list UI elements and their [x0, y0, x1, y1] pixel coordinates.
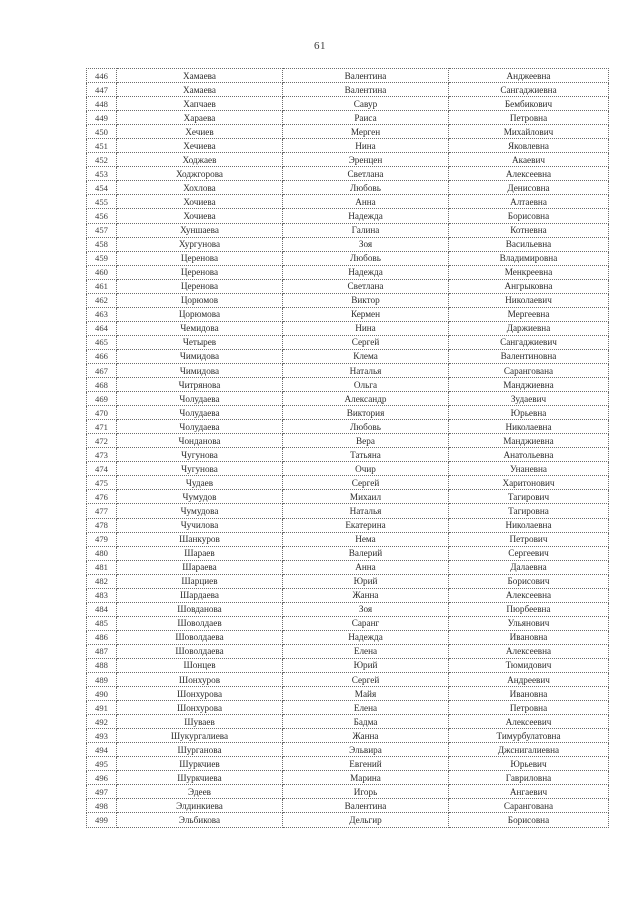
patronymic-cell: Сангаджиевна — [449, 83, 609, 97]
patronymic-cell: Петровна — [449, 701, 609, 715]
patronymic-cell: Мергеевна — [449, 307, 609, 321]
row-number-cell: 488 — [87, 658, 117, 672]
first-name-cell: Валентина — [283, 69, 449, 83]
table-row — [87, 125, 609, 139]
first-name-cell: Зоя — [283, 237, 449, 251]
row-number-cell: 459 — [87, 251, 117, 265]
first-name-cell: Сергей — [283, 476, 449, 490]
patronymic-cell: Тагирович — [449, 490, 609, 504]
patronymic-cell: Сангаджиевич — [449, 335, 609, 349]
last-name-cell: Чолудаева — [117, 392, 283, 406]
last-name-cell: Шараева — [117, 560, 283, 574]
patronymic-cell: Петрович — [449, 532, 609, 546]
row-number-cell: 473 — [87, 448, 117, 462]
last-name-cell: Шовданова — [117, 602, 283, 616]
table-row — [87, 490, 609, 504]
row-number-cell: 448 — [87, 97, 117, 111]
table-row — [87, 97, 609, 111]
patronymic-cell: Ивановна — [449, 687, 609, 701]
table-row — [87, 279, 609, 293]
first-name-cell: Саранг — [283, 616, 449, 630]
table-row — [87, 799, 609, 813]
table-row — [87, 560, 609, 574]
patronymic-cell: Ивановна — [449, 630, 609, 644]
patronymic-cell: Алтаевна — [449, 195, 609, 209]
last-name-cell: Четырев — [117, 335, 283, 349]
table-row — [87, 83, 609, 97]
row-number-cell: 492 — [87, 715, 117, 729]
first-name-cell: Ольга — [283, 378, 449, 392]
first-name-cell: Михаил — [283, 490, 449, 504]
last-name-cell: Хочиева — [117, 195, 283, 209]
row-number-cell: 486 — [87, 630, 117, 644]
first-name-cell: Екатерина — [283, 518, 449, 532]
last-name-cell: Шардаева — [117, 588, 283, 602]
table-row — [87, 658, 609, 672]
last-name-cell: Читрянова — [117, 378, 283, 392]
last-name-cell: Хечиев — [117, 125, 283, 139]
first-name-cell: Валерий — [283, 546, 449, 560]
table-row — [87, 476, 609, 490]
first-name-cell: Валентина — [283, 799, 449, 813]
table-row — [87, 757, 609, 771]
table-row — [87, 448, 609, 462]
patronymic-cell: Ангаевич — [449, 785, 609, 799]
row-number-cell: 475 — [87, 476, 117, 490]
table-row — [87, 504, 609, 518]
table-row — [87, 462, 609, 476]
table-row — [87, 363, 609, 377]
first-name-cell: Дельгир — [283, 813, 449, 827]
row-number-cell: 446 — [87, 69, 117, 83]
table-row — [87, 434, 609, 448]
row-number-cell: 487 — [87, 644, 117, 658]
last-name-cell: Шонхурова — [117, 701, 283, 715]
last-name-cell: Шоволдаев — [117, 616, 283, 630]
roster-body — [87, 69, 609, 828]
row-number-cell: 463 — [87, 307, 117, 321]
patronymic-cell: Алексеевна — [449, 588, 609, 602]
table-row — [87, 785, 609, 799]
patronymic-cell: Юрьевна — [449, 406, 609, 420]
last-name-cell: Чугунова — [117, 448, 283, 462]
last-name-cell: Хамаева — [117, 69, 283, 83]
patronymic-cell: Джснигалиевна — [449, 743, 609, 757]
patronymic-cell: Гавриловна — [449, 771, 609, 785]
patronymic-cell: Бембикович — [449, 97, 609, 111]
patronymic-cell: Тимурбулатовна — [449, 729, 609, 743]
last-name-cell: Чимидова — [117, 363, 283, 377]
last-name-cell: Ходжгорова — [117, 167, 283, 181]
row-number-cell: 490 — [87, 687, 117, 701]
table-row — [87, 111, 609, 125]
last-name-cell: Хохлова — [117, 181, 283, 195]
row-number-cell: 481 — [87, 560, 117, 574]
row-number-cell: 480 — [87, 546, 117, 560]
last-name-cell: Чонданова — [117, 434, 283, 448]
row-number-cell: 453 — [87, 167, 117, 181]
row-number-cell: 493 — [87, 729, 117, 743]
row-number-cell: 449 — [87, 111, 117, 125]
patronymic-cell: Далаевна — [449, 560, 609, 574]
last-name-cell: Хапчаев — [117, 97, 283, 111]
last-name-cell: Шарциев — [117, 574, 283, 588]
patronymic-cell: Валентиновна — [449, 349, 609, 363]
row-number-cell: 447 — [87, 83, 117, 97]
row-number-cell: 457 — [87, 223, 117, 237]
patronymic-cell: Борисовна — [449, 813, 609, 827]
first-name-cell: Татьяна — [283, 448, 449, 462]
last-name-cell: Ходжаев — [117, 153, 283, 167]
first-name-cell: Анна — [283, 195, 449, 209]
last-name-cell: Чимидова — [117, 349, 283, 363]
row-number-cell: 483 — [87, 588, 117, 602]
row-number-cell: 470 — [87, 406, 117, 420]
row-number-cell: 466 — [87, 349, 117, 363]
last-name-cell: Хечиева — [117, 139, 283, 153]
patronymic-cell: Михайлович — [449, 125, 609, 139]
table-row — [87, 616, 609, 630]
last-name-cell: Цорюмова — [117, 307, 283, 321]
row-number-cell: 467 — [87, 363, 117, 377]
table-row — [87, 701, 609, 715]
patronymic-cell: Ангрыковна — [449, 279, 609, 293]
patronymic-cell: Тагировна — [449, 504, 609, 518]
table-row — [87, 181, 609, 195]
last-name-cell: Чумудов — [117, 490, 283, 504]
row-number-cell: 494 — [87, 743, 117, 757]
last-name-cell: Хочиева — [117, 209, 283, 223]
table-row — [87, 223, 609, 237]
table-row — [87, 321, 609, 335]
patronymic-cell: Борисовна — [449, 209, 609, 223]
patronymic-cell: Васильевна — [449, 237, 609, 251]
first-name-cell: Галина — [283, 223, 449, 237]
first-name-cell: Надежда — [283, 209, 449, 223]
table-row — [87, 420, 609, 434]
last-name-cell: Хамаева — [117, 83, 283, 97]
row-number-cell: 452 — [87, 153, 117, 167]
table-row — [87, 771, 609, 785]
row-number-cell: 478 — [87, 518, 117, 532]
first-name-cell: Жанна — [283, 729, 449, 743]
table-row — [87, 69, 609, 83]
patronymic-cell: Ульянович — [449, 616, 609, 630]
first-name-cell: Марина — [283, 771, 449, 785]
table-row — [87, 630, 609, 644]
last-name-cell: Чолудаева — [117, 420, 283, 434]
first-name-cell: Нема — [283, 532, 449, 546]
row-number-cell: 471 — [87, 420, 117, 434]
last-name-cell: Шонхуров — [117, 673, 283, 687]
row-number-cell: 485 — [87, 616, 117, 630]
patronymic-cell: Николаевна — [449, 518, 609, 532]
patronymic-cell: Котневна — [449, 223, 609, 237]
patronymic-cell: Анатольевна — [449, 448, 609, 462]
page-number: 61 — [314, 40, 326, 52]
row-number-cell: 479 — [87, 532, 117, 546]
table-row — [87, 195, 609, 209]
row-number-cell: 462 — [87, 293, 117, 307]
row-number-cell: 451 — [87, 139, 117, 153]
table-row — [87, 153, 609, 167]
last-name-cell: Шуркчиев — [117, 757, 283, 771]
first-name-cell: Мерген — [283, 125, 449, 139]
row-number-cell: 450 — [87, 125, 117, 139]
last-name-cell: Церенова — [117, 251, 283, 265]
row-number-cell: 460 — [87, 265, 117, 279]
patronymic-cell: Даржиевна — [449, 321, 609, 335]
patronymic-cell: Владимировна — [449, 251, 609, 265]
first-name-cell: Кермен — [283, 307, 449, 321]
last-name-cell: Эльбикова — [117, 813, 283, 827]
first-name-cell: Надежда — [283, 265, 449, 279]
last-name-cell: Шуваев — [117, 715, 283, 729]
row-number-cell: 472 — [87, 434, 117, 448]
last-name-cell: Шуркчиева — [117, 771, 283, 785]
first-name-cell: Юрий — [283, 574, 449, 588]
table-row — [87, 715, 609, 729]
patronymic-cell: Николаевна — [449, 420, 609, 434]
table-row — [87, 349, 609, 363]
row-number-cell: 464 — [87, 321, 117, 335]
first-name-cell: Вера — [283, 434, 449, 448]
last-name-cell: Хуншаева — [117, 223, 283, 237]
row-number-cell: 455 — [87, 195, 117, 209]
table-row — [87, 251, 609, 265]
first-name-cell: Юрий — [283, 658, 449, 672]
row-number-cell: 477 — [87, 504, 117, 518]
last-name-cell: Чучилова — [117, 518, 283, 532]
first-name-cell: Сергей — [283, 673, 449, 687]
first-name-cell: Валентина — [283, 83, 449, 97]
row-number-cell: 495 — [87, 757, 117, 771]
patronymic-cell: Алексеевна — [449, 644, 609, 658]
table-row — [87, 673, 609, 687]
patronymic-cell: Андреевич — [449, 673, 609, 687]
first-name-cell: Любовь — [283, 181, 449, 195]
table-row — [87, 237, 609, 251]
first-name-cell: Светлана — [283, 279, 449, 293]
row-number-cell: 484 — [87, 602, 117, 616]
table-row — [87, 293, 609, 307]
row-number-cell: 456 — [87, 209, 117, 223]
row-number-cell: 491 — [87, 701, 117, 715]
first-name-cell: Жанна — [283, 588, 449, 602]
table-row — [87, 813, 609, 827]
row-number-cell: 468 — [87, 378, 117, 392]
patronymic-cell: Сергеевич — [449, 546, 609, 560]
table-row — [87, 602, 609, 616]
last-name-cell: Шараев — [117, 546, 283, 560]
first-name-cell: Зоя — [283, 602, 449, 616]
table-row — [87, 167, 609, 181]
row-number-cell: 499 — [87, 813, 117, 827]
last-name-cell: Чугунова — [117, 462, 283, 476]
last-name-cell: Элдинкиева — [117, 799, 283, 813]
first-name-cell: Игорь — [283, 785, 449, 799]
last-name-cell: Чемидова — [117, 321, 283, 335]
first-name-cell: Нина — [283, 139, 449, 153]
first-name-cell: Любовь — [283, 420, 449, 434]
table-row — [87, 406, 609, 420]
table-row — [87, 588, 609, 602]
last-name-cell: Шоволдаева — [117, 644, 283, 658]
patronymic-cell: Николаевич — [449, 293, 609, 307]
last-name-cell: Чумудова — [117, 504, 283, 518]
patronymic-cell: Сарангована — [449, 363, 609, 377]
last-name-cell: Чолудаева — [117, 406, 283, 420]
table-row — [87, 139, 609, 153]
row-number-cell: 461 — [87, 279, 117, 293]
last-name-cell: Шонхурова — [117, 687, 283, 701]
first-name-cell: Очир — [283, 462, 449, 476]
last-name-cell: Шоволдаева — [117, 630, 283, 644]
table-row — [87, 644, 609, 658]
first-name-cell: Эльвира — [283, 743, 449, 757]
patronymic-cell: Унаневна — [449, 462, 609, 476]
first-name-cell: Клема — [283, 349, 449, 363]
table-row — [87, 743, 609, 757]
row-number-cell: 498 — [87, 799, 117, 813]
first-name-cell: Анна — [283, 560, 449, 574]
first-name-cell: Надежда — [283, 630, 449, 644]
row-number-cell: 476 — [87, 490, 117, 504]
patronymic-cell: Акаевич — [449, 153, 609, 167]
patronymic-cell: Петровна — [449, 111, 609, 125]
first-name-cell: Наталья — [283, 363, 449, 377]
table-row — [87, 265, 609, 279]
first-name-cell: Эренцен — [283, 153, 449, 167]
last-name-cell: Церенова — [117, 279, 283, 293]
last-name-cell: Цорюмов — [117, 293, 283, 307]
row-number-cell: 469 — [87, 392, 117, 406]
first-name-cell: Светлана — [283, 167, 449, 181]
table-row — [87, 574, 609, 588]
row-number-cell: 489 — [87, 673, 117, 687]
patronymic-cell: Харитонович — [449, 476, 609, 490]
patronymic-cell: Борисович — [449, 574, 609, 588]
patronymic-cell: Юрьевич — [449, 757, 609, 771]
first-name-cell: Елена — [283, 644, 449, 658]
last-name-cell: Шонцев — [117, 658, 283, 672]
patronymic-cell: Денисовна — [449, 181, 609, 195]
roster-table — [86, 68, 609, 828]
table-row — [87, 532, 609, 546]
row-number-cell: 497 — [87, 785, 117, 799]
row-number-cell: 482 — [87, 574, 117, 588]
table-row — [87, 546, 609, 560]
first-name-cell: Александр — [283, 392, 449, 406]
first-name-cell: Бадма — [283, 715, 449, 729]
last-name-cell: Хургунова — [117, 237, 283, 251]
patronymic-cell: Зудаевич — [449, 392, 609, 406]
last-name-cell: Чудаев — [117, 476, 283, 490]
patronymic-cell: Манджиевна — [449, 434, 609, 448]
last-name-cell: Шукургалиева — [117, 729, 283, 743]
table-row — [87, 307, 609, 321]
last-name-cell: Эдеев — [117, 785, 283, 799]
first-name-cell: Евгений — [283, 757, 449, 771]
last-name-cell: Шурганова — [117, 743, 283, 757]
patronymic-cell: Пюрбеевна — [449, 602, 609, 616]
first-name-cell: Сергей — [283, 335, 449, 349]
last-name-cell: Церенова — [117, 265, 283, 279]
patronymic-cell: Анджеевна — [449, 69, 609, 83]
row-number-cell: 454 — [87, 181, 117, 195]
table-row — [87, 518, 609, 532]
first-name-cell: Нина — [283, 321, 449, 335]
table-row — [87, 335, 609, 349]
first-name-cell: Виктор — [283, 293, 449, 307]
row-number-cell: 458 — [87, 237, 117, 251]
table-row — [87, 687, 609, 701]
first-name-cell: Елена — [283, 701, 449, 715]
first-name-cell: Савур — [283, 97, 449, 111]
row-number-cell: 465 — [87, 335, 117, 349]
last-name-cell: Шанкуров — [117, 532, 283, 546]
table-row — [87, 378, 609, 392]
patronymic-cell: Тюмидович — [449, 658, 609, 672]
patronymic-cell: Манджиевна — [449, 378, 609, 392]
first-name-cell: Виктория — [283, 406, 449, 420]
row-number-cell: 474 — [87, 462, 117, 476]
first-name-cell: Раиса — [283, 111, 449, 125]
table-row — [87, 392, 609, 406]
patronymic-cell: Сарангована — [449, 799, 609, 813]
first-name-cell: Майя — [283, 687, 449, 701]
patronymic-cell: Алексеевна — [449, 167, 609, 181]
table-row — [87, 209, 609, 223]
table-row — [87, 729, 609, 743]
patronymic-cell: Менкреевна — [449, 265, 609, 279]
first-name-cell: Любовь — [283, 251, 449, 265]
patronymic-cell: Алексеевич — [449, 715, 609, 729]
row-number-cell: 496 — [87, 771, 117, 785]
patronymic-cell: Яковлевна — [449, 139, 609, 153]
last-name-cell: Хараева — [117, 111, 283, 125]
first-name-cell: Наталья — [283, 504, 449, 518]
